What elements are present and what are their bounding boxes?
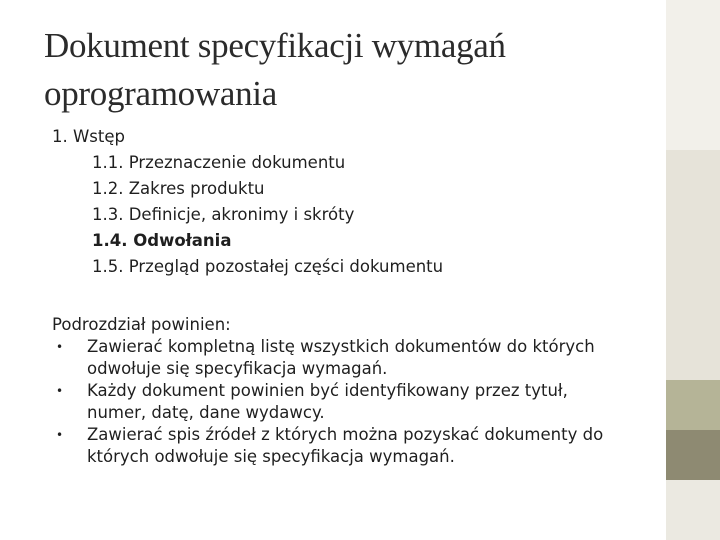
slide-title: Dokument specyfikacji wymagań oprogramowania xyxy=(44,26,506,113)
sidebar-stripe xyxy=(666,480,720,540)
bullet-text: Zawierać spis źródeł z których można pozyskać dokumenty do których odwołuje się specyfikacja wymagań. xyxy=(87,425,604,466)
bullet-text: Każdy dokument powinien być identyfikowany przez tytuł, numer, datę, dane wydawcy. xyxy=(87,381,568,422)
section-notes xyxy=(52,314,612,468)
bullet-text: Zawierać kompletną listę wszystkich dokumentów do których odwołuje się specyfikacja wymagań. xyxy=(87,337,595,378)
toc-item: 1.3. Definicje, akronimy i skróty xyxy=(92,205,355,224)
bullet-icon: • xyxy=(56,340,64,354)
decorative-sidebar xyxy=(666,0,720,540)
bullet-item xyxy=(52,380,612,424)
sidebar-stripe xyxy=(666,380,720,430)
toc-item: 1.1. Przeznaczenie dokumentu xyxy=(92,153,346,172)
toc-item: 1.2. Zakres produktu xyxy=(92,179,265,198)
sidebar-stripe xyxy=(666,0,720,150)
bullet-item xyxy=(52,336,612,380)
bullet-item xyxy=(52,424,612,468)
toc-heading: 1. Wstęp xyxy=(52,127,125,146)
bullet-icon: • xyxy=(56,428,64,442)
sidebar-stripe xyxy=(666,150,720,380)
bullet-icon: • xyxy=(56,384,64,398)
notes-intro: Podrozdział powinien: xyxy=(52,315,231,334)
sidebar-stripe xyxy=(666,430,720,480)
toc-item-highlighted: 1.4. Odwołania xyxy=(92,231,232,250)
toc-item: 1.5. Przegląd pozostałej części dokumentu xyxy=(92,257,444,276)
table-of-contents xyxy=(52,124,443,280)
